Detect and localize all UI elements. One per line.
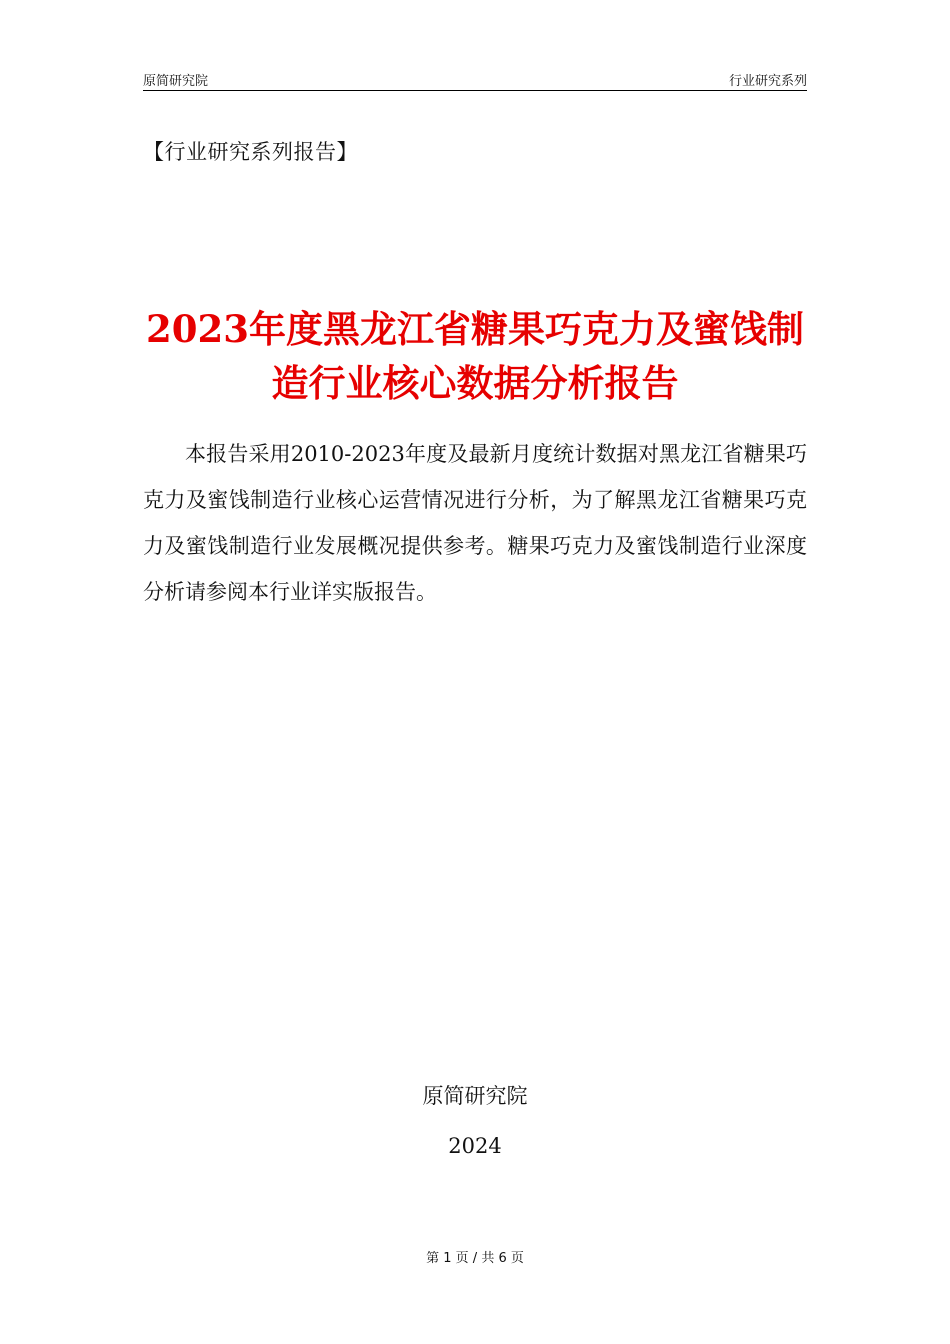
header-series: 行业研究系列 (728, 74, 807, 89)
publication-year: 2024 (448, 1134, 502, 1158)
series-tag: 【行业研究系列报告】 (143, 140, 358, 164)
publisher-name: 原简研究院 (422, 1084, 528, 1108)
page-header (143, 68, 807, 91)
page-number: 第 1 页 / 共 6 页 (426, 1251, 524, 1266)
report-abstract: 本报告采用2010-2023年度及最新月度统计数据对黑龙江省糖果巧克力及蜜饯制造行业核心运营情况进行分析，为了解黑龙江省糖果巧克力及蜜饯制造行业发展概况提供参考。糖果巧克力及蜜饯制造行业深度分析请参阅本行业详实版报告。 (143, 442, 807, 604)
report-title: 2023年度黑龙江省糖果巧克力及蜜饯制造行业核心数据分析报告 (146, 307, 804, 405)
header-organization: 原简研究院 (143, 74, 209, 89)
